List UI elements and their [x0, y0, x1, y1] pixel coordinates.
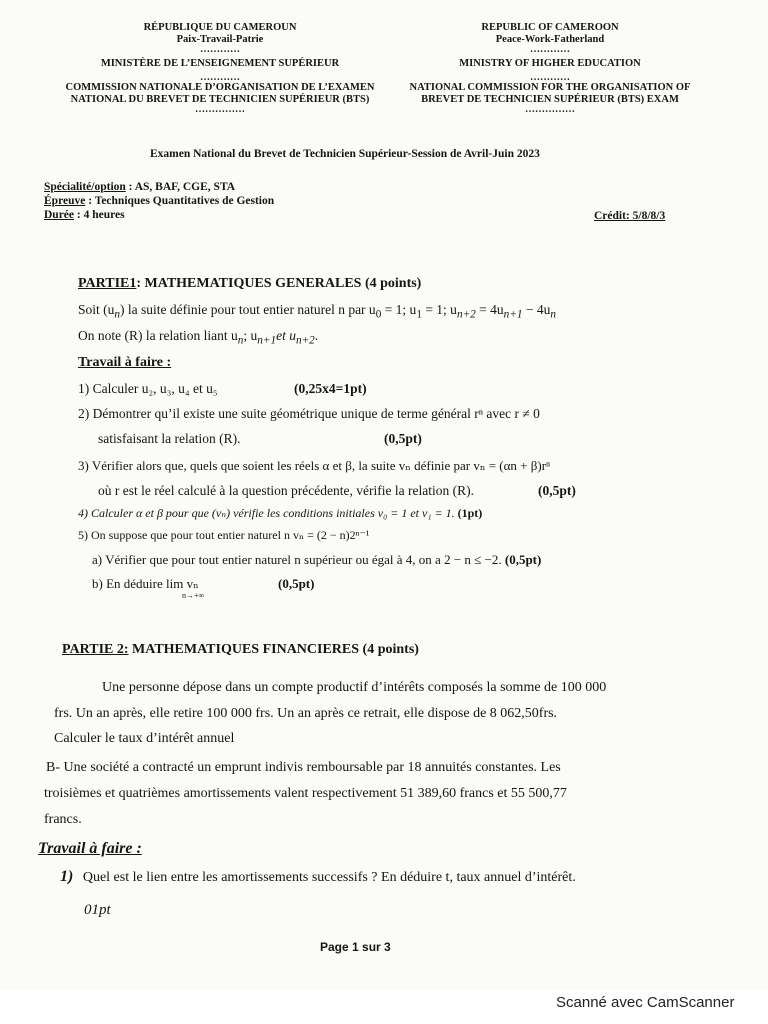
partie2-paragraph-line3: Calculer le taux d’intérêt annuel	[54, 731, 235, 746]
partie2-q1	[60, 868, 576, 886]
intro-text: = 1; u	[381, 302, 417, 317]
header-left-dots: …………	[200, 44, 240, 55]
partie1-q3-line2	[98, 483, 576, 499]
intro-text: ; u	[243, 328, 258, 343]
header-right-motto: Peace-Work-Fatherland	[495, 34, 605, 45]
header-left-country: RÉPUBLIQUE DU CAMEROUN	[143, 22, 297, 33]
partie1-q5: 5) On suppose que pour tout entier naturel n vₙ = (2 − n)2ⁿ⁻¹	[78, 528, 370, 542]
header-left-motto: Paix-Travail-Patrie	[176, 34, 264, 45]
partie1-intro-line1: Soit $(u_n)$ la suite définie pour tout entier naturel n par $u_0 = 1$; $u_1 = 1$; $u_{n+2} = 4u_{n+1} - 4u_n$	[78, 302, 556, 321]
intro-text: = 1; u	[421, 302, 457, 317]
credit: Crédit: 5/8/8/3	[594, 210, 666, 222]
points: (0,5pt)	[504, 552, 542, 567]
header-left-ministry: MINISTÈRE DE L’ENSEIGNEMENT SUPÉRIEUR	[100, 58, 340, 69]
partie2-title-rest: MATHEMATIQUES FINANCIERES (4 points)	[128, 642, 419, 657]
partie2-b-line3: francs.	[44, 812, 82, 827]
intro-text: = 4u	[475, 302, 504, 317]
header-left-commission-line2: NATIONAL DU BREVET DE TECHNICIEN SUPÉRIEUR (BTS)	[70, 94, 370, 105]
intro-text: ) la suite définie pour tout entier naturel n par u	[120, 302, 376, 317]
partie2-title-label: PARTIE 2:	[62, 642, 129, 657]
question-text: a) Vérifier que pour tout entier naturel n supérieur ou égal à 4, on a 2 − n ≤ −2.	[92, 552, 502, 567]
exam-title: Examen National du Brevet de Technicien Supérieur-Session de Avril-Juin 2023	[150, 148, 540, 160]
question-text: où r est le réel calculé à la question précédente, vérifie la relation (R).	[98, 483, 474, 498]
partie1-title-label: PARTIE1	[78, 276, 137, 291]
intro-text: − 4u	[522, 302, 551, 317]
header-left-dots: …………	[200, 72, 240, 83]
partie2-q1-points: 01pt	[84, 902, 111, 918]
exam-meta	[44, 180, 274, 222]
points: (0,5pt)	[538, 483, 576, 498]
header-left-commission-line1: COMMISSION NATIONALE D’ORGANISATION DE L’EXAMEN	[65, 82, 375, 93]
header-right-ministry: MINISTRY OF HIGHER EDUCATION	[459, 58, 641, 69]
header-right-country: REPUBLIC OF CAMEROON	[481, 22, 619, 33]
partie1-q1	[78, 381, 367, 397]
epreuve-value: : Techniques Quantitatives de Gestion	[88, 195, 275, 207]
partie1-q4	[78, 506, 482, 521]
partie2-travail-heading: Travail à faire :	[38, 840, 142, 857]
header-left	[60, 22, 380, 114]
question-number: 1)	[60, 868, 74, 885]
question-text: 4) Calculer α et β pour que (vₙ) vérifie les conditions initiales v₀ = 1 et v₁ = 1.	[78, 506, 455, 520]
intro-text: Soit (u	[78, 302, 115, 317]
points: (0,25x4=1pt)	[294, 381, 367, 396]
limit-subscript: n→+∞	[182, 591, 205, 600]
camscanner-watermark: Scanné avec CamScanner	[556, 994, 735, 1011]
partie2-paragraph-line1: Une personne dépose dans un compte productif d’intérêts composés la somme de 100 000	[102, 680, 607, 695]
header-right-commission-line2: BREVET DE TECHNICIEN SUPÉRIEUR (BTS) EXAM	[421, 94, 679, 105]
partie1-q2-line2	[98, 431, 422, 447]
partie2-paragraph-line2: frs. Un an après, elle retire 100 000 frs. Un an après ce retrait, elle dispose de 8 062,50frs.	[54, 706, 558, 721]
question-text: 1) Calculer u₂, u₃, u₄ et u₅	[78, 381, 218, 396]
points: (0,5pt)	[384, 431, 422, 446]
points: (0,5pt)	[278, 576, 315, 591]
specialite-label: Spécialité/option	[44, 181, 126, 193]
partie1-q5b	[92, 576, 315, 600]
question-text: satisfaisant la relation (R).	[98, 431, 241, 446]
intro-text: On note (R) la relation liant u	[78, 328, 238, 343]
partie1-q5a	[92, 552, 541, 568]
header-right	[400, 22, 700, 114]
duree-label: Durée	[44, 209, 75, 221]
header-left-dots: ……………	[195, 104, 245, 115]
header-right-commission-line1: NATIONAL COMMISSION FOR THE ORGANISATION OF	[409, 82, 691, 93]
partie1-q3-line1: 3) Vérifier alors que, quels que soient les réels α et β, la suite vₙ définie par vₙ = (αn + β)rⁿ	[78, 458, 551, 473]
page-number: Page 1 sur 3	[320, 940, 391, 954]
header-right-dots: ……………	[525, 104, 575, 115]
points: (1pt)	[457, 506, 483, 520]
question-text: b) En déduire lim vₙ	[92, 576, 199, 591]
partie2-b-line2: troisièmes et quatrièmes amortissements valent respectivement 51 389,60 francs et 55 500,77	[44, 786, 567, 801]
duree-value: : 4 heures	[76, 209, 125, 221]
partie1-travail-heading: Travail à faire :	[78, 355, 172, 370]
question-text: Quel est le lien entre les amortissements successifs ? En déduire t, taux annuel d’intérêt.	[82, 870, 576, 885]
partie1-title-rest: : MATHEMATIQUES GENERALES (4 points)	[136, 276, 422, 291]
partie2-b-line1: B- Une société a contracté un emprunt indivis remboursable par 18 annuités constantes. Les	[46, 760, 561, 775]
epreuve-label: Épreuve	[44, 195, 86, 207]
specialite-value: : AS, BAF, CGE, STA	[128, 181, 236, 193]
intro-text: et u	[276, 328, 296, 343]
partie2-title	[62, 642, 419, 658]
header-right-dots: …………	[530, 44, 570, 55]
header-right-dots: …………	[530, 72, 570, 83]
partie1-title	[78, 276, 421, 292]
intro-text: .	[314, 328, 319, 343]
partie1-intro-line2: On note (R) la relation liant $u_n$; $u_{n+1}et$ $u_{n+2}$.	[78, 328, 319, 347]
partie1-q2-line1: 2) Démontrer qu’il existe une suite géométrique unique de terme général rⁿ avec r ≠ 0	[78, 406, 540, 421]
